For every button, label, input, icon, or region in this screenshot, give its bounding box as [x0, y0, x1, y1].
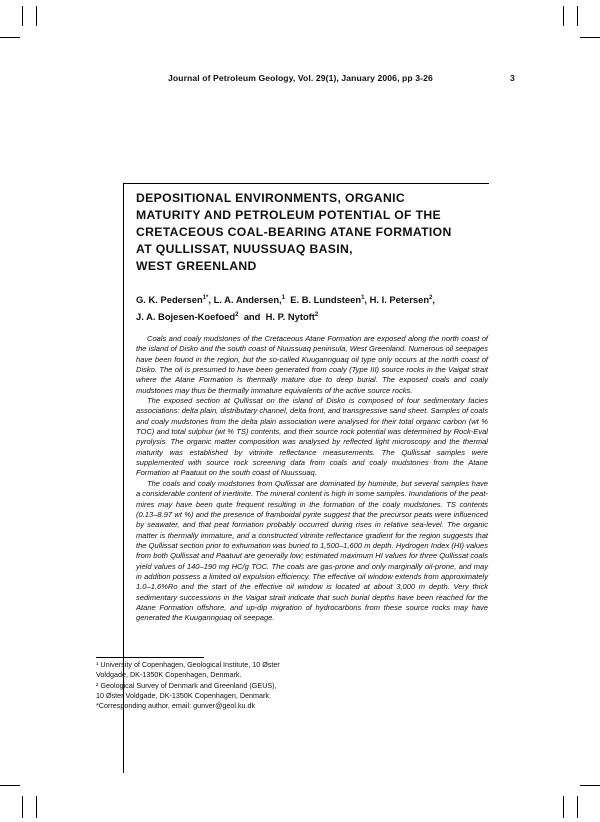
author-name: G. K. Pedersen — [136, 294, 203, 305]
title-top-rule — [123, 183, 489, 184]
author-affiliation: 2 — [429, 295, 433, 301]
author-affiliation: 2 — [235, 312, 239, 318]
abstract — [136, 334, 488, 624]
abstract-paragraph: The exposed section at Qullissat on the island of Disko is composed of four sedimentary facies associations: delta plain, distributary channel, delta front, and transgressive sand sheet. Samples of coals and coaly mudstones from the delta plain association were analysed for their total organic carbon (wt % TOC) and total sulphur (wt % TS) contents, and their source rock potential was determined by Rock-Eval pyrolysis. The organic matter composition was analysed by reflected light microscopy and the thermal maturity was established by vitrinite reflectance measurements. The Qullissat samples were supplemented with source rock screening data from coals and coaly mudstones from the Atane Formation at Paatuut on the south coast of Nuussuaq. — [136, 396, 488, 478]
author-name: H. P. Nytoft — [265, 311, 315, 322]
title-line: DEPOSITIONAL ENVIRONMENTS, ORGANIC — [136, 191, 405, 205]
separator: , — [364, 294, 370, 305]
author-name: E. B. Lundsteen — [290, 294, 362, 305]
author-name: L. A. Andersen, — [213, 294, 282, 305]
abstract-paragraph: Coals and coaly mudstones of the Cretaceous Atane Formation are exposed along the north coast of the island of Disko and the south coast of Nuussuaq peninsula, West Greenland. Numerous oil seepages have been found in the region, but the so-called Kuugannguaq oil type only occurs at the north coast of Disko. The oil is presumed to have been generated from coaly (Type III) source rocks in the Vaigat strait where the Atane Formation is thermally mature due to deep burial. The exposed coals and coaly mudstones may thus be thermally immature equivalents of the active source rocks. — [136, 334, 488, 395]
footnote-line: ² Geological Survey of Denmark and Greenland (GEUS), — [96, 680, 277, 690]
separator: , — [208, 294, 214, 305]
footnote-rule — [96, 657, 204, 658]
abstract-paragraph: The coals and coaly mudstones from Qullissat are dominated by huminite, but several samples have a considerable content of inertinite. The mineral content is high in some samples. Inundations of the peat-mires may have been quite frequent resulting in the formation of the coaly mudstones. TS contents (0.13–8.97 wt %) and the presence of framboidal pyrite suggest that the precursor peats were influenced by seawater, and that peat formation probably occurred during rises in relative sea-level. The organic matter is thermally immature, and a constructed vitrinite reflectance gradient for the region suggests that the Qullissat section prior to exhumation was buried to 1,500–1,600 m depth. Hydrogen Index (HI) values from both Qullissat and Paatuut are generally low; estimated maximum HI values for three Qullissat coals yield values of 140–190 mg HC/g TOC. The coals are gas-prone and only marginally oil-prone, and may in addition possess a limited oil expulsion efficiency. The effective oil window extends from approximately 1.0–1.6%Ro and the start of the effective oil window is located at about 3,000 m depth. Very thick sedimentary successions in the Vaigat strait indicate that such burial depths have been reached for the Atane Formation offshore, and up-dip migration of hydrocarbons from these source rocks may have generated the Kuugannguaq oil seepage. — [136, 478, 488, 623]
page-number: 3 — [510, 73, 515, 83]
title-line: AT QULLISSAT, NUUSSUAQ BASIN, — [136, 242, 353, 256]
title-line: WEST GREENLAND — [136, 259, 257, 273]
separator: , — [432, 294, 435, 305]
author-list — [136, 291, 496, 325]
article-title — [136, 190, 496, 275]
title-line: MATURITY AND PETROLEUM POTENTIAL OF THE — [136, 208, 442, 222]
author-affiliation: 2 — [314, 312, 319, 318]
author-affiliation: 1* — [202, 295, 209, 301]
author-line-1 — [136, 291, 496, 308]
author-affiliation: 1 — [281, 295, 286, 301]
footnote-line: *Corresponding author, email: gunver@geol.ku.dk — [96, 701, 256, 711]
author-name: H. I. Petersen — [369, 294, 430, 305]
conjunction: and — [243, 311, 261, 322]
author-name: J. A. Bojesen-Koefoed — [136, 311, 236, 322]
author-affiliation: 1 — [361, 295, 365, 301]
footnote-line: Voldgade, DK-1350K Copenhagen, Denmark. — [96, 670, 242, 680]
journal-header: Journal of Petroleum Geology, Vol. 29(1), January 2006, pp 3-26 — [168, 73, 433, 83]
footnote-line: ¹ University of Copenhagen, Geological Institute, 10 Øster — [96, 660, 280, 669]
footnotes — [96, 660, 336, 711]
footnote-line: 10 Øster Voldgade, DK-1350K Copenhagen, Denmark. — [96, 690, 272, 700]
author-line-2 — [136, 308, 496, 325]
title-line: CRETACEOUS COAL-BEARING ATANE FORMATION — [136, 225, 452, 239]
